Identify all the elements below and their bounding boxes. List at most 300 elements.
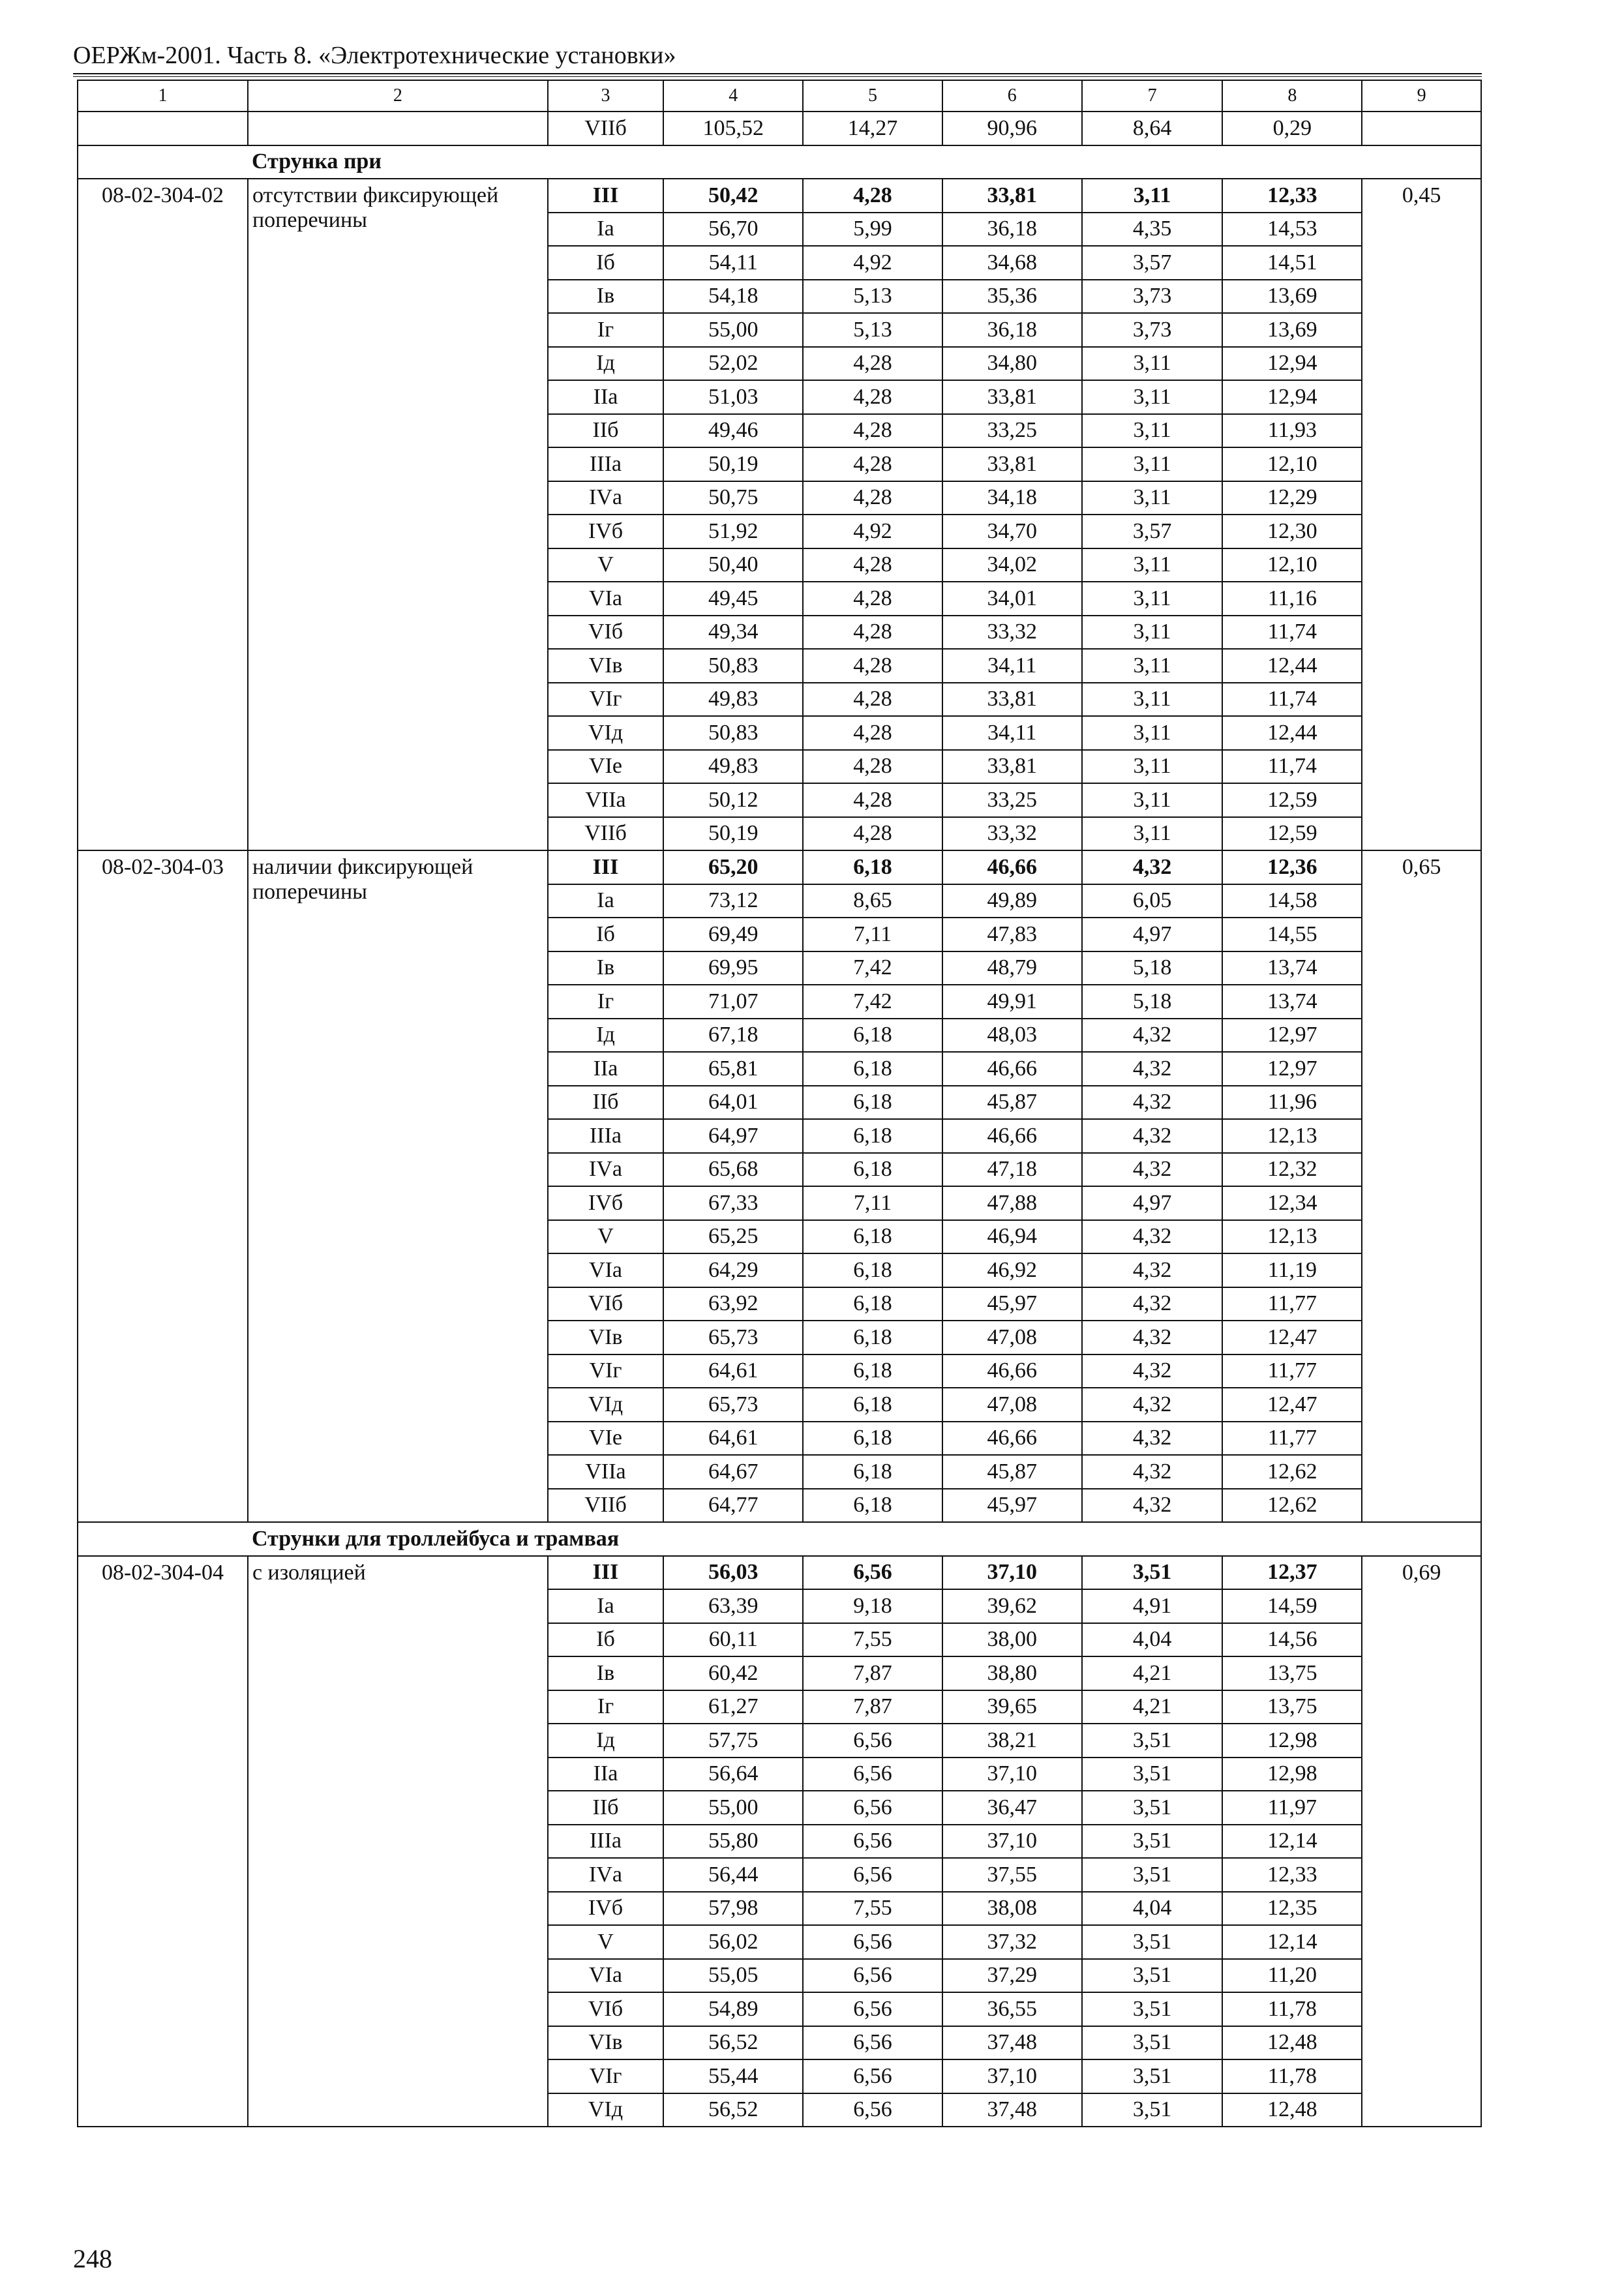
value-cell: 4,97 [1082,918,1223,951]
value-cell: 3,73 [1082,313,1223,347]
value-cell: 37,55 [942,1858,1082,1892]
value-cell: 5,13 [803,313,942,347]
value-cell: 63,92 [663,1287,803,1321]
zone-cell: Iб [548,1623,664,1657]
zone-cell: Iд [548,1019,664,1053]
value-cell: 4,32 [1082,1153,1223,1187]
value-cell: 55,00 [663,1791,803,1825]
value-cell: 34,11 [942,716,1082,750]
value-cell: 3,11 [1082,716,1223,750]
value-cell: 34,11 [942,649,1082,683]
value-cell: 12,98 [1222,1758,1362,1791]
value-cell: 6,56 [803,2059,942,2093]
zone-cell: VIа [548,1253,664,1287]
value-cell: 3,51 [1082,2026,1223,2060]
value-cell: 6,18 [803,1388,942,1422]
value-cell: 37,10 [942,2059,1082,2093]
value-cell: 49,89 [942,884,1082,918]
value-cell: 55,44 [663,2059,803,2093]
value-cell: 13,75 [1222,1656,1362,1690]
value-cell: 3,51 [1082,1556,1223,1590]
value-cell: 3,11 [1082,750,1223,784]
value-cell: 55,00 [663,313,803,347]
value-cell: 12,13 [1222,1220,1362,1254]
zone-cell: VIг [548,1354,664,1388]
zone-cell: VIв [548,1321,664,1354]
value-cell: 47,88 [942,1186,1082,1220]
value-cell: 6,18 [803,1321,942,1354]
value-cell: 69,49 [663,918,803,951]
value-cell: 49,91 [942,985,1082,1019]
zone-cell: IIб [548,1791,664,1825]
value-cell: 60,11 [663,1623,803,1657]
value-cell: 3,51 [1082,1758,1223,1791]
value-cell: 4,04 [1082,1892,1223,1926]
value-cell: 4,32 [1082,1220,1223,1254]
value-cell: 49,34 [663,616,803,650]
value-cell: 3,51 [1082,1858,1223,1892]
code-cell [78,112,248,145]
value-cell: 11,16 [1222,582,1362,616]
zone-cell: IVа [548,1858,664,1892]
value-cell: 4,35 [1082,213,1223,247]
value-cell: 4,32 [1082,1388,1223,1422]
value-cell: 11,74 [1222,616,1362,650]
item-norm: 0,69 [1362,1556,1481,2127]
value-cell: 12,10 [1222,447,1362,481]
section-title: Струнки для троллейбуса и трамвая [248,1522,1362,1556]
value-cell: 47,08 [942,1321,1082,1354]
value-cell: 11,19 [1222,1253,1362,1287]
section-title-row [78,1522,1481,1556]
value-cell: 7,42 [803,951,942,985]
value-cell: 11,77 [1222,1287,1362,1321]
value-cell: 12,97 [1222,1052,1362,1086]
zone-cell: IIIа [548,1825,664,1859]
value-cell: 51,92 [663,515,803,548]
value-cell: 49,45 [663,582,803,616]
value-cell: 65,81 [663,1052,803,1086]
zone-cell: VIа [548,1959,664,1993]
value-cell: 9,18 [803,1589,942,1623]
zone-cell: Iа [548,1589,664,1623]
value-cell: 50,83 [663,716,803,750]
value-cell: 39,65 [942,1690,1082,1724]
value-cell: 4,28 [803,750,942,784]
value-cell: 56,03 [663,1556,803,1590]
value-cell: 37,48 [942,2026,1082,2060]
section-blank-cell [78,1522,248,1556]
value-cell: 38,08 [942,1892,1082,1926]
value-cell: 3,11 [1082,683,1223,717]
value-cell: 3,51 [1082,1925,1223,1959]
value-cell: 33,81 [942,750,1082,784]
item-name: отсутствии фиксирующей поперечины [248,179,548,850]
value-cell: 55,05 [663,1959,803,1993]
zone-cell: VIIб [548,817,664,851]
value-cell: 46,66 [942,1422,1082,1456]
zone-cell: VIIб [548,1489,664,1523]
zone-cell: Iв [548,951,664,985]
value-cell: 6,18 [803,1253,942,1287]
column-header-5: 5 [803,80,942,112]
zone-cell: VIб [548,616,664,650]
item-code: 08-02-304-02 [78,179,248,850]
value-cell: 8,65 [803,884,942,918]
zone-cell: VIIб [548,112,664,145]
value-cell: 65,73 [663,1388,803,1422]
zone-cell: IIIа [548,447,664,481]
value-cell: 7,55 [803,1892,942,1926]
value-cell: 65,73 [663,1321,803,1354]
value-cell: 6,56 [803,1925,942,1959]
value-cell: 4,32 [1082,1019,1223,1053]
value-cell: 6,56 [803,1825,942,1859]
value-cell: 45,97 [942,1489,1082,1523]
zone-cell: IVб [548,1186,664,1220]
value-cell: 12,35 [1222,1892,1362,1926]
value-cell: 0,29 [1222,112,1362,145]
item-code: 08-02-304-04 [78,1556,248,2127]
value-cell: 6,56 [803,2093,942,2127]
value-cell: 6,56 [803,1758,942,1791]
value-cell: 73,12 [663,884,803,918]
value-cell: 63,39 [663,1589,803,1623]
value-cell: 64,61 [663,1422,803,1456]
column-header-2: 2 [248,80,548,112]
value-cell: 11,77 [1222,1354,1362,1388]
value-cell: 71,07 [663,985,803,1019]
value-cell: 38,21 [942,1724,1082,1758]
item-code: 08-02-304-03 [78,850,248,1522]
value-cell: 14,55 [1222,918,1362,951]
section-title-row [78,145,1481,179]
item-name: наличии фиксирующей поперечины [248,850,548,1522]
value-cell: 6,56 [803,1858,942,1892]
value-cell: 36,47 [942,1791,1082,1825]
value-cell: 6,56 [803,2026,942,2060]
table-body [78,80,1481,2127]
column-header-3: 3 [548,80,664,112]
value-cell: 65,20 [663,850,803,884]
value-cell: 65,68 [663,1153,803,1187]
value-cell: 12,59 [1222,817,1362,851]
value-cell: 38,80 [942,1656,1082,1690]
column-header-7: 7 [1082,80,1223,112]
zone-cell: VIIа [548,1455,664,1489]
value-cell: 6,18 [803,1153,942,1187]
value-cell: 49,46 [663,414,803,448]
value-cell: 34,68 [942,246,1082,280]
value-cell: 61,27 [663,1690,803,1724]
value-cell: 6,56 [803,1959,942,1993]
value-cell: 47,83 [942,918,1082,951]
value-cell: 5,18 [1082,951,1223,985]
value-cell: 38,00 [942,1623,1082,1657]
value-cell: 33,81 [942,179,1082,213]
value-cell: 3,11 [1082,347,1223,381]
value-cell: 34,70 [942,515,1082,548]
value-cell: 11,96 [1222,1086,1362,1120]
value-cell: 46,94 [942,1220,1082,1254]
value-cell: 6,18 [803,850,942,884]
value-cell: 105,52 [663,112,803,145]
value-cell: 4,28 [803,649,942,683]
name-cell [248,112,548,145]
value-cell: 4,32 [1082,1253,1223,1287]
value-cell: 4,28 [803,683,942,717]
zone-cell: VIг [548,683,664,717]
value-cell: 34,80 [942,347,1082,381]
item-norm: 0,65 [1362,850,1481,1522]
value-cell: 4,28 [803,548,942,582]
value-cell: 4,32 [1082,1489,1223,1523]
value-cell: 12,94 [1222,347,1362,381]
zone-cell: IVб [548,515,664,548]
value-cell: 4,21 [1082,1690,1223,1724]
value-cell: 4,32 [1082,1321,1223,1354]
zone-cell: IIа [548,1758,664,1791]
value-cell: 65,25 [663,1220,803,1254]
value-cell: 14,27 [803,112,942,145]
value-cell: 3,11 [1082,616,1223,650]
value-cell: 4,92 [803,246,942,280]
value-cell: 39,62 [942,1589,1082,1623]
value-cell: 64,97 [663,1119,803,1153]
value-cell: 3,11 [1082,582,1223,616]
value-cell: 4,28 [803,414,942,448]
zone-cell: VIг [548,2059,664,2093]
page-number: 248 [73,2244,112,2273]
zone-cell: VIIа [548,783,664,817]
section-end-cell [1362,145,1481,179]
zone-cell: VIб [548,1992,664,2026]
value-cell: 52,02 [663,347,803,381]
section-end-cell [1362,1522,1481,1556]
zone-cell: IIIа [548,1119,664,1153]
zone-cell: III [548,179,664,213]
page-header-title: ОЕРЖм-2001. Часть 8. «Электротехнические установки» [73,42,676,69]
value-cell: 13,69 [1222,313,1362,347]
value-cell: 6,18 [803,1354,942,1388]
value-cell: 4,28 [803,380,942,414]
value-cell: 47,18 [942,1153,1082,1187]
value-cell: 5,99 [803,213,942,247]
value-cell: 34,02 [942,548,1082,582]
zone-cell: Iб [548,246,664,280]
value-cell: 4,28 [803,481,942,515]
zone-cell: Iд [548,1724,664,1758]
value-cell: 6,18 [803,1119,942,1153]
value-cell: 11,97 [1222,1791,1362,1825]
value-cell: 13,69 [1222,280,1362,314]
value-cell: 3,51 [1082,2093,1223,2127]
value-cell: 67,18 [663,1019,803,1053]
value-cell: 67,33 [663,1186,803,1220]
value-cell: 6,56 [803,1724,942,1758]
value-cell: 5,13 [803,280,942,314]
value-cell: 12,59 [1222,783,1362,817]
section-blank-cell [78,145,248,179]
value-cell: 50,40 [663,548,803,582]
value-cell: 55,80 [663,1825,803,1859]
value-cell: 57,98 [663,1892,803,1926]
value-cell: 54,11 [663,246,803,280]
value-cell: 6,18 [803,1052,942,1086]
value-cell: 3,51 [1082,1992,1223,2026]
value-cell: 12,34 [1222,1186,1362,1220]
value-cell: 7,11 [803,1186,942,1220]
value-cell: 4,32 [1082,1119,1223,1153]
value-cell: 3,11 [1082,548,1223,582]
value-cell: 4,04 [1082,1623,1223,1657]
value-cell: 3,11 [1082,447,1223,481]
value-cell: 33,32 [942,817,1082,851]
value-cell: 4,28 [803,582,942,616]
value-cell: 12,47 [1222,1321,1362,1354]
value-cell: 6,18 [803,1019,942,1053]
value-cell: 37,10 [942,1556,1082,1590]
value-cell: 50,19 [663,447,803,481]
value-cell: 37,32 [942,1925,1082,1959]
value-cell: 6,18 [803,1086,942,1120]
column-header-1: 1 [78,80,248,112]
value-cell: 33,32 [942,616,1082,650]
value-cell: 12,47 [1222,1388,1362,1422]
value-cell: 12,33 [1222,1858,1362,1892]
value-cell: 50,19 [663,817,803,851]
value-cell: 12,32 [1222,1153,1362,1187]
value-cell: 48,03 [942,1019,1082,1053]
zone-cell: VIв [548,649,664,683]
value-cell: 6,18 [803,1422,942,1456]
value-cell: 33,81 [942,447,1082,481]
value-cell: 33,81 [942,683,1082,717]
value-cell: 56,64 [663,1758,803,1791]
value-cell: 7,55 [803,1623,942,1657]
value-cell: 3,51 [1082,1959,1223,1993]
zone-cell: IIа [548,380,664,414]
value-cell: 13,74 [1222,985,1362,1019]
value-cell: 45,97 [942,1287,1082,1321]
value-cell: 11,20 [1222,1959,1362,1993]
zone-cell: IIа [548,1052,664,1086]
rates-table [77,80,1482,2127]
value-cell: 49,83 [663,750,803,784]
value-cell: 36,55 [942,1992,1082,2026]
value-cell: 4,28 [803,817,942,851]
zone-cell: IVа [548,1153,664,1187]
value-cell: 12,13 [1222,1119,1362,1153]
column-header-9: 9 [1362,80,1481,112]
table-row [78,112,1481,145]
value-cell: 46,66 [942,1052,1082,1086]
value-cell: 11,78 [1222,1992,1362,2026]
header-rule [73,73,1482,74]
value-cell: 11,78 [1222,2059,1362,2093]
zone-cell: VIе [548,750,664,784]
value-cell: 3,11 [1082,649,1223,683]
value-cell: 12,44 [1222,716,1362,750]
value-cell: 12,97 [1222,1019,1362,1053]
zone-cell: VIб [548,1287,664,1321]
zone-cell: VIе [548,1422,664,1456]
value-cell: 3,51 [1082,1825,1223,1859]
value-cell: 14,51 [1222,246,1362,280]
value-cell: 6,56 [803,1791,942,1825]
value-cell: 37,10 [942,1758,1082,1791]
table-row [78,1556,1481,1590]
value-cell: 54,18 [663,280,803,314]
value-cell: 64,77 [663,1489,803,1523]
value-cell: 4,32 [1082,1052,1223,1086]
zone-cell: V [548,1220,664,1254]
zone-cell: Iг [548,313,664,347]
value-cell: 54,89 [663,1992,803,2026]
value-cell: 36,18 [942,213,1082,247]
value-cell: 11,93 [1222,414,1362,448]
zone-cell: IVб [548,1892,664,1926]
column-header-6: 6 [942,80,1082,112]
value-cell: 6,18 [803,1287,942,1321]
value-cell: 49,83 [663,683,803,717]
value-cell: 12,10 [1222,548,1362,582]
value-cell: 3,57 [1082,515,1223,548]
column-header-row [78,80,1481,112]
value-cell: 3,11 [1082,380,1223,414]
value-cell: 69,95 [663,951,803,985]
value-cell: 12,37 [1222,1556,1362,1590]
value-cell: 4,97 [1082,1186,1223,1220]
value-cell: 4,91 [1082,1589,1223,1623]
value-cell: 5,18 [1082,985,1223,1019]
value-cell: 3,11 [1082,481,1223,515]
zone-cell: VIв [548,2026,664,2060]
value-cell: 12,48 [1222,2093,1362,2127]
value-cell: 46,66 [942,1354,1082,1388]
value-cell: 3,51 [1082,1724,1223,1758]
zone-cell: III [548,1556,664,1590]
zone-cell: V [548,548,664,582]
zone-cell: VIд [548,2093,664,2127]
value-cell: 12,14 [1222,1925,1362,1959]
value-cell: 34,18 [942,481,1082,515]
value-cell: 3,73 [1082,280,1223,314]
value-cell: 4,32 [1082,1422,1223,1456]
zone-cell: IVа [548,481,664,515]
value-cell: 33,25 [942,414,1082,448]
zone-cell: Iа [548,213,664,247]
zone-cell: Iд [548,347,664,381]
value-cell: 50,42 [663,179,803,213]
value-cell: 13,75 [1222,1690,1362,1724]
column-header-4: 4 [663,80,803,112]
value-cell: 3,57 [1082,246,1223,280]
value-cell: 36,18 [942,313,1082,347]
value-cell: 14,58 [1222,884,1362,918]
value-cell: 37,48 [942,2093,1082,2127]
value-cell: 60,42 [663,1656,803,1690]
norm-cell [1362,112,1481,145]
value-cell: 14,53 [1222,213,1362,247]
value-cell: 7,42 [803,985,942,1019]
table-row [78,179,1481,213]
value-cell: 64,67 [663,1455,803,1489]
value-cell: 4,28 [803,179,942,213]
value-cell: 56,44 [663,1858,803,1892]
value-cell: 64,01 [663,1086,803,1120]
value-cell: 11,74 [1222,683,1362,717]
